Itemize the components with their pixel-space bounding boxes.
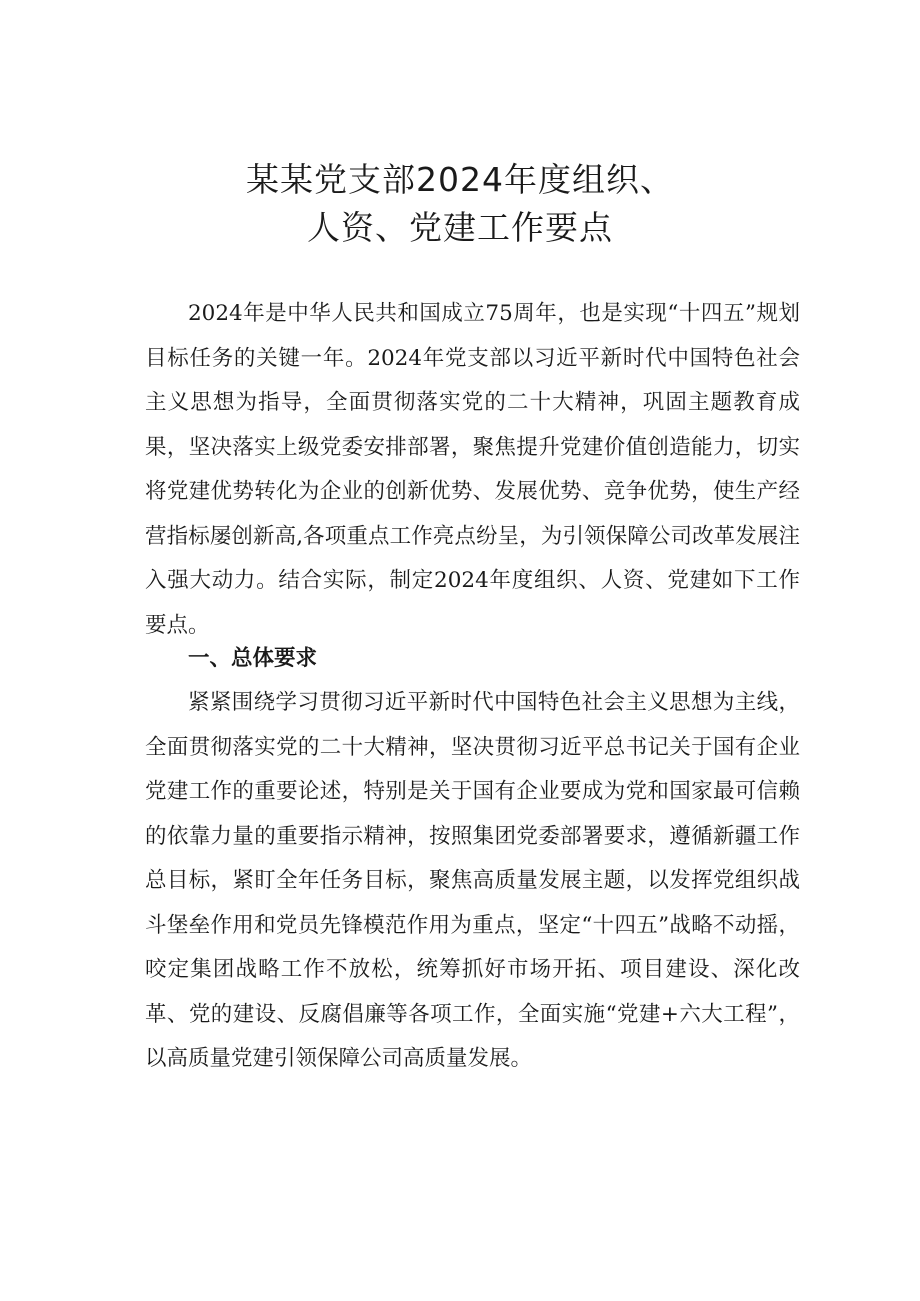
intro-paragraph: 2024年是中华人民共和国成立75周年，也是实现“十四五”规划目标任务的关键一年。2024年党支部以习近平新时代中国特色社会主义思想为指导，全面贯彻落实党的二十大精神，巩固主题教育成果，坚决落实上级党委安排部署，聚焦提升党建价值创造能力，切实将党建优势转化为企业的创新优势、发展优势、竞争优势，使生产经营指标屡创新高,各项重点工作亮点纷呈，为引领保障公司改革发展注入强大动力。结合实际，制定2024年度组织、人资、党建如下工作要点。 — [145, 301, 800, 638]
section-paragraph-overall-requirements: 紧紧围绕学习贯彻习近平新时代中国特色社会主义思想为主线，全面贯彻落实党的二十大精神，坚决贯彻习近平总书记关于国有企业党建工作的重要论述，特别是关于国有企业要成为党和国家最可信赖的依靠力量的重要指示精神，按照集团党委部署要求，遵循新疆工作总目标，紧盯全年任务目标，聚焦高质量发展主题，以发挥党组织战斗堡垒作用和党员先锋模范作用为重点，坚定“十四五”战略不动摇，咬定集团战略工作不放松，统筹抓好市场开拓、项目建设、深化改革、党的建设、反腐倡廉等各项工作，全面实施“党建+六大工程”，以高质量党建引领保障公司高质量发展。 — [145, 690, 800, 1071]
title-line-2: 人资、党建工作要点 — [307, 208, 613, 247]
section-heading-overall-requirements: 一、总体要求 — [188, 646, 318, 671]
title-line-1: 某某党支部2024年度组织、 — [246, 160, 674, 199]
document-title — [120, 156, 800, 252]
